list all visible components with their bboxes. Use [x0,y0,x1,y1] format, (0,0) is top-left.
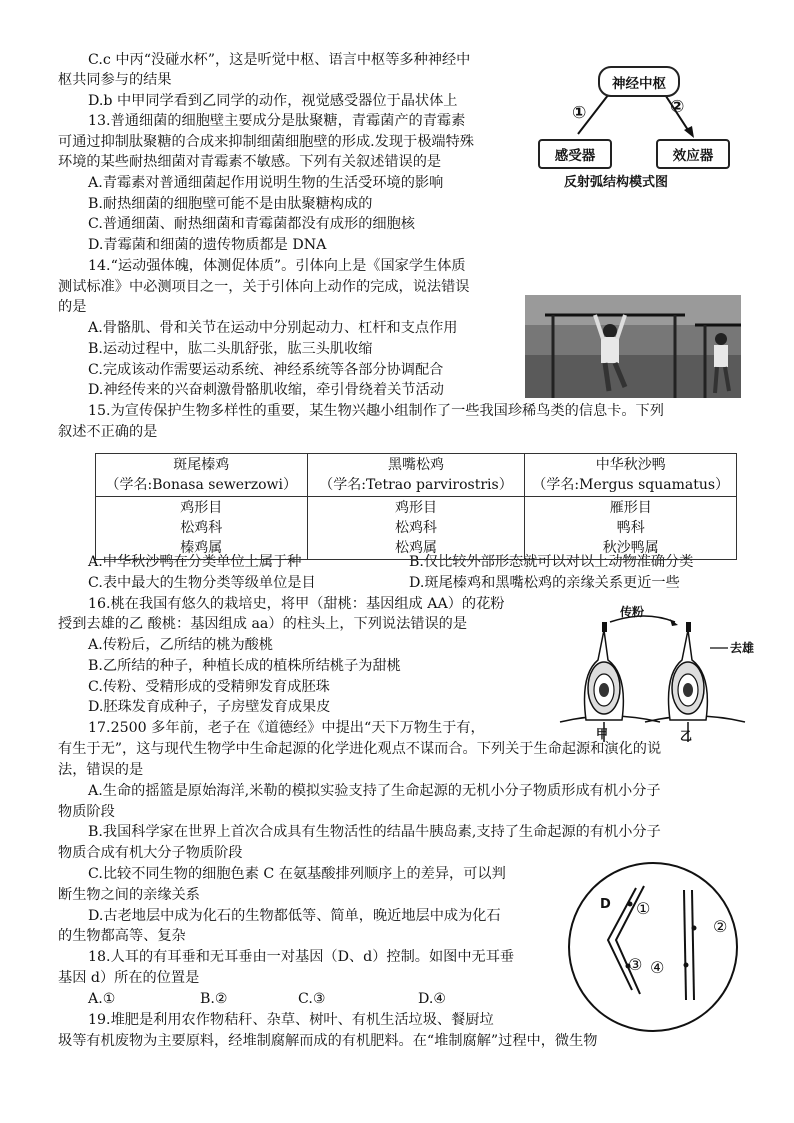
pollination-label: 传粉 [620,605,645,619]
text-line: 法，错误的是 [58,762,144,778]
text-line: B.我国科学家在世界上首次合成具有生物活性的结晶牛胰岛素,支持了生命起源的有机小分子 [88,824,661,840]
text-line: B.耐热细菌的细胞壁可能不是由肽聚糖构成的 [88,196,373,212]
bird-family: 松鸡科 [180,520,223,536]
text-line: 14.“运动强体魄，体测促体质”。引体向上是《国家学生体质 [88,258,466,274]
text-line: D.斑尾榛鸡和黑嘴松鸡的亲缘关系更近一些 [409,575,680,591]
text-line: C.普通细菌、耐热细菌和青霉菌都没有成形的细胞核 [88,216,415,232]
text-line: A.青霉素对普通细菌起作用说明生物的生活受环境的影响 [88,175,444,191]
bird-order: 鸡形目 [180,500,223,516]
text-line: C.完成该动作需要运动系统、神经系统等各部分协调配合 [88,362,444,378]
text-line: 13.普通细菌的细胞壁主要成分是肽聚糖，青霉菌产的青霉素 [88,113,466,129]
label-1: ① [572,103,587,123]
bird-info-table [95,453,737,560]
chromosome-svg [566,860,740,1034]
text-line: 断生物之间的亲缘关系 [58,887,200,903]
text-line: D.胚珠发育成种子，子房壁发育成果皮 [88,699,331,715]
text-line: 物质阶段 [58,804,115,820]
text-line: C.③ [298,991,326,1007]
effector-box: 效应器 [656,139,730,169]
bird-latin: （学名:Tetrao parvirostris） [319,477,513,493]
text-line: 17.2500 多年前，老子在《道德经》中提出“天下万物生于有， [88,720,485,736]
text-line: 的生物都高等、复杂 [58,928,186,944]
text-line: 圾等有机废物为主要原料，经堆制腐解而成的有机肥料。在“堆制腐解”过程中，微生物 [58,1033,598,1049]
bird-genus: 秋沙鸭属 [602,540,659,556]
bird-family: 鸭科 [616,520,645,536]
bird-order: 雁形目 [609,500,652,516]
pull-up-photo-illustration [525,295,741,398]
nerve-center-box: 神经中枢 [598,66,680,97]
text-line: D.青霉菌和细菌的遗传物质都是 DNA [88,237,327,253]
text-line: A.生命的摇篮是原始海洋,米勒的模拟实验支持了生命起源的无机小分子物质形成有机小分子 [88,783,661,799]
position-3: ③ [628,955,643,974]
bird-genus: 松鸡属 [394,540,437,556]
text-line: A.中华秋沙鸭在分类单位上属于种 [88,554,302,570]
text-line: D.④ [418,991,447,1007]
text-line: 可通过抑制肽聚糖的合成来抑制细菌细胞壁的形成.发现于极端特殊 [58,134,474,150]
position-4: ④ [650,958,665,977]
jia-label: 甲 [596,727,609,741]
text-line: C.表中最大的生物分类等级单位是目 [88,575,316,591]
text-line: B.乙所结的种子，种植长成的植株所结桃子为甜桃 [88,658,401,674]
text-line: B.仅比较外部形态就可以对以上动物准确分类 [409,554,694,570]
text-line: 基因 d）所在的位置是 [58,970,200,986]
text-line: C.比较不同生物的细胞色素 C 在氨基酸排列顺序上的差异，可以判 [88,866,506,882]
bird-latin: （学名:Mergus squamatus） [532,477,730,493]
text-line: B.运动过程中，肱二头肌舒张，肱三头肌收缩 [88,341,373,357]
text-line: D.b 中甲同学看到乙同学的动作，视觉感受器位于晶状体上 [88,93,458,109]
emasculated-label: 去雄 [730,641,755,655]
text-line: 的是 [58,299,87,315]
text-line: 授到去雄的乙 酸桃：基因组成 aa）的柱头上，下列说法错误的是 [58,616,468,632]
text-line: D.神经传来的兴奋刺激骨骼肌收缩，牵引骨绕着关节活动 [88,382,444,398]
text-line: D.古老地层中成为化石的生物都低等、简单，晚近地层中成为化石 [88,908,501,924]
position-2: ② [713,917,728,936]
reflex-caption: 反射弧结构模式图 [564,175,669,190]
bird-order: 鸡形目 [394,500,437,516]
bird-family: 松鸡科 [394,520,437,536]
text-line: 叙述不正确的是 [58,424,158,440]
label-2: ② [670,97,685,117]
peach-flower-svg [550,600,750,742]
receptor-box: 感受器 [538,139,612,169]
bird-name: 斑尾榛鸡 [173,457,230,473]
text-line: 环境的某些耐热细菌对青霉素不敏感。下列有关叙述错误的是 [58,154,442,170]
text-line: A.传粉后，乙所结的桃为酸桃 [88,637,274,653]
text-line: 18.人耳的有耳垂和无耳垂由一对基因（D、d）控制。如图中无耳垂 [88,949,515,965]
gene-d-label: D [600,897,611,912]
position-1: ① [636,899,651,918]
text-line: 测试标准》中必测项目之一，关于引体向上动作的完成，说法错误 [58,279,470,295]
text-line: 19.堆肥是利用农作物秸秆、杂草、树叶、有机生活垃圾、餐厨垃 [88,1012,494,1028]
bird-latin: （学名:Bonasa sewerzowi） [105,477,297,493]
text-line: 15.为宣传保护生物多样性的重要，某生物兴趣小组制作了一些我国珍稀鸟类的信息卡。下列 [88,403,664,419]
yi-label: 乙 [680,729,693,743]
text-line: 枢共同参与的结果 [58,72,172,88]
text-line: B.② [200,991,228,1007]
bird-name: 中华秋沙鸭 [595,457,666,473]
pull-up-photo [525,295,741,398]
text-line: 有生于无”，这与现代生物学中生命起源的化学进化观点不谋而合。下列关于生命起源和演化的说 [58,741,662,757]
text-line: A.① [88,991,116,1007]
text-line: 物质合成有机大分子物质阶段 [58,845,243,861]
text-line: C.传粉、受精形成的受精卵发育成胚珠 [88,679,330,695]
bird-name: 黑嘴松鸡 [387,457,444,473]
text-line: A.骨骼肌、骨和关节在运动中分别起动力、杠杆和支点作用 [88,320,458,336]
bird-genus: 榛鸡属 [180,540,223,556]
text-line: C.c 中丙“没碰水杯”，这是听觉中枢、语言中枢等多种神经中 [88,52,471,68]
text-line: 16.桃在我国有悠久的栽培史，将甲（甜桃：基因组成 AA）的花粉 [88,596,505,612]
